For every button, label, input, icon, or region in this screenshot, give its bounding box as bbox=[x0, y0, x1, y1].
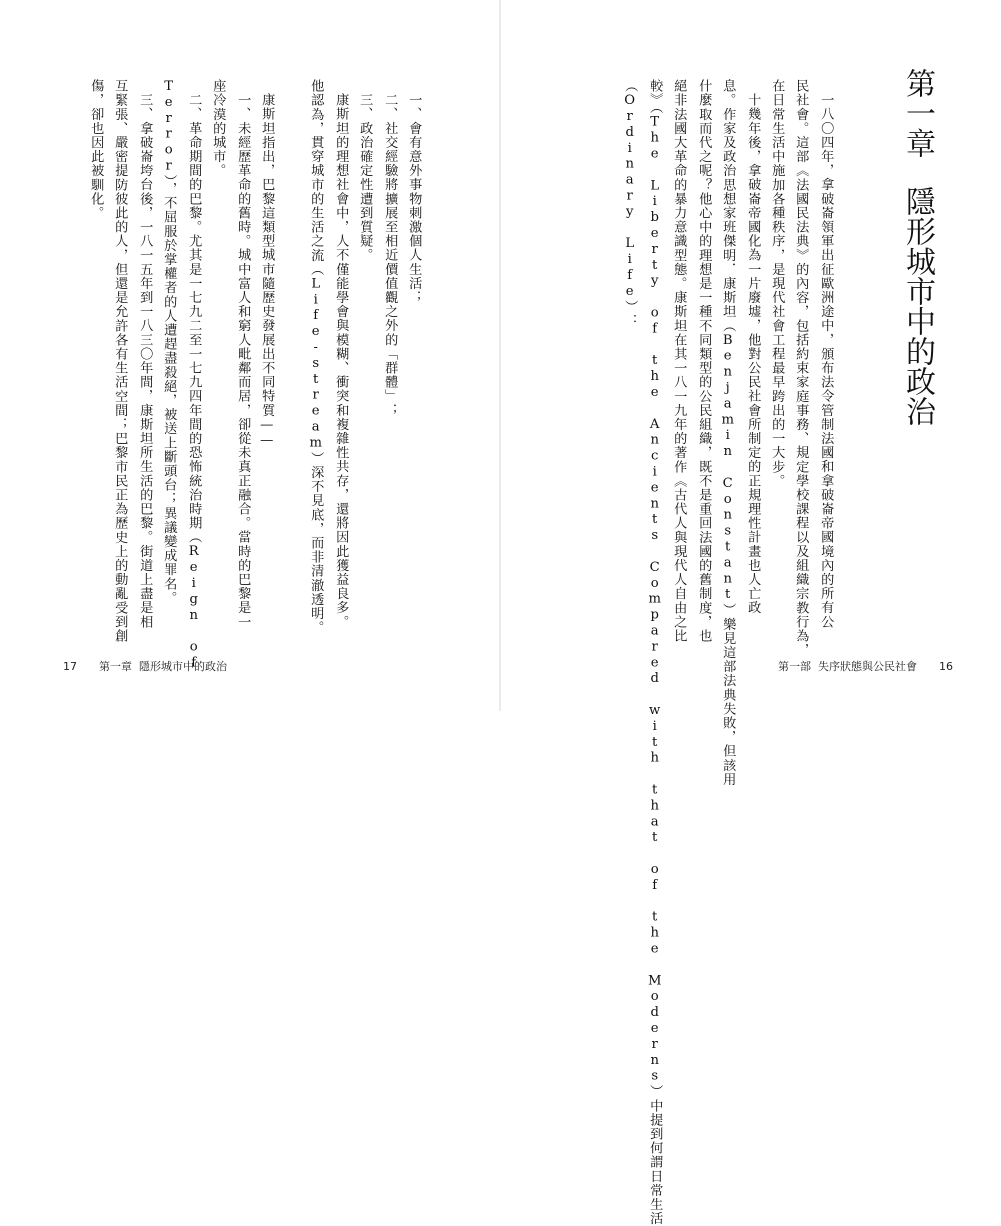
text-column: 康斯坦指出，巴黎這類型城市隨歷史發展出不同特質—— bbox=[259, 93, 275, 450]
running-part-title: 失序狀態與公民社會 bbox=[818, 660, 917, 673]
text-column: 民社會。這部《法國民法典》的內容，包括約束家庭事務、規定學校課程以及組織宗教行為， bbox=[793, 79, 809, 658]
list-item: 座冷漠的城市。 bbox=[210, 79, 226, 178]
chapter-number: 第一章 bbox=[900, 68, 935, 158]
list-item: 三、拿破崙垮台後，一八一五年到一八三〇年間，康斯坦所生活的巴黎。街道上盡是相 bbox=[137, 93, 153, 629]
running-chapter-label: 第一章 bbox=[99, 660, 132, 673]
left-page bbox=[0, 0, 500, 711]
chapter-name: 隱形城市中的政治 bbox=[900, 186, 935, 426]
list-item: 一、會有意外事物刺激個人生活； bbox=[406, 93, 422, 305]
book-gutter bbox=[499, 0, 501, 711]
text-column: 康斯坦的理想社會中，人不僅能學會與模糊、衝突和複雜性共存，還將因此獲益良多。 bbox=[333, 93, 349, 629]
page-number: 17 bbox=[63, 660, 77, 673]
page-number: 16 bbox=[939, 660, 953, 673]
text-column: 較》（The Liberty of the Ancients Compared with that of the Moderns）中提到何謂日常生活 bbox=[647, 79, 663, 1226]
right-page-footer bbox=[778, 658, 953, 674]
text-column: 息。作家及政治思想家班傑明．康斯坦（Benjamin Constant）樂見這部法典失敗，但該用 bbox=[720, 79, 736, 787]
list-item: 一、未經歷革命的舊時。城中富人和窮人毗鄰而居，卻從未真正融合。當時的巴黎是一 bbox=[235, 93, 251, 629]
list-item: 二、社交經驗將擴展至相近價值觀之外的「群體」； bbox=[382, 93, 398, 418]
text-column: 十幾年後，拿破崙帝國化為一片廢墟，他對公民社會所制定的正規理性計畫也人亡政 bbox=[745, 93, 761, 615]
left-page-footer bbox=[63, 658, 227, 674]
text-column: （Ordinary Life）： bbox=[622, 79, 638, 328]
text-column: 什麼取而代之呢？他心中的理想是一種不同類型的公民組織，既不是重回法國的舊制度，也 bbox=[696, 79, 712, 643]
list-item: Terror），不屈服於掌權者的人遭趕盡殺絕，被送上斷頭台；異議變成罪名。 bbox=[161, 79, 177, 605]
text-column: 絕非法國大革命的暴力意識型態。康斯坦在其一八一九年的著作《古代人與現代人自由之比 bbox=[671, 79, 687, 643]
list-item: 互緊張、嚴密提防彼此的人，但還是允許各有生活空間；巴黎市民正為歷史上的動亂受到創 bbox=[112, 79, 128, 643]
text-column: 在日常生活中施加各種秩序，是現代社會工程最早跨出的一大步。 bbox=[769, 79, 785, 488]
text-column: 一八〇四年，拿破崙領軍出征歐洲途中，頒布法令管制法國和拿破崙帝國境內的所有公 bbox=[818, 93, 834, 629]
running-part-label: 第一部 bbox=[778, 660, 811, 673]
chapter-title bbox=[900, 68, 935, 426]
text-column: 他認為，貫穿城市的生活之流（Life-stream）深不見底，而非清澈透明。 bbox=[308, 79, 324, 635]
list-item: 傷，卻也因此被馴化。 bbox=[88, 79, 104, 220]
list-item: 三、政治確定性遭到質疑。 bbox=[357, 93, 373, 263]
running-chapter-title: 隱形城市中的政治 bbox=[139, 660, 227, 673]
list-item: 二、革命期間的巴黎。尤其是一七九二至一七九四年間的恐怖統治時期（Reign of bbox=[186, 93, 202, 672]
